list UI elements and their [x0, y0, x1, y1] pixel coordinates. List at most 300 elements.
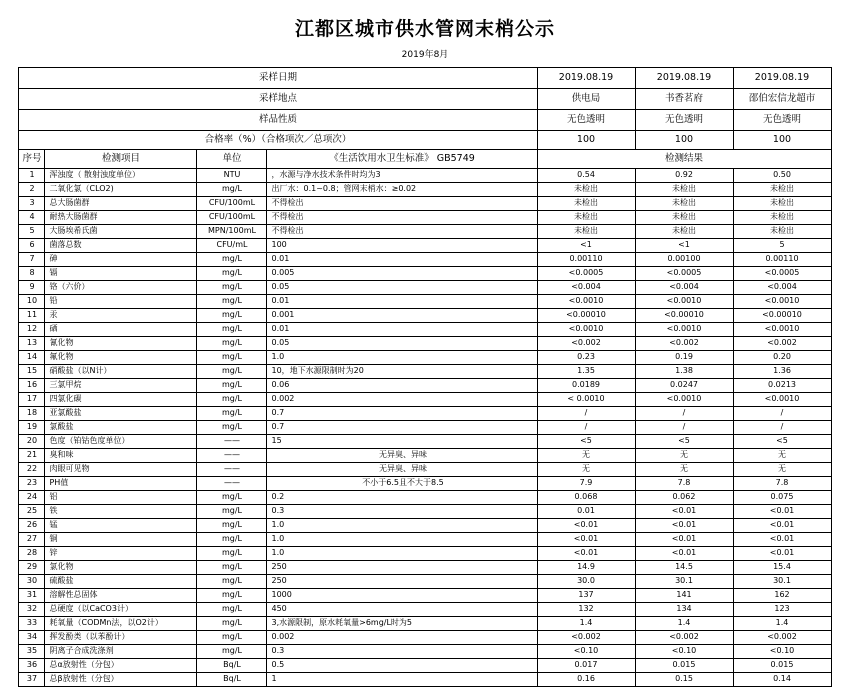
- row-result: 未检出: [635, 197, 733, 211]
- row-unit: mg/L: [197, 547, 267, 561]
- row-standard: 0.3: [267, 645, 537, 659]
- row-result: 未检出: [635, 211, 733, 225]
- row-result: 7.8: [733, 477, 831, 491]
- row-result: 未检出: [537, 183, 635, 197]
- row-result: <0.0010: [733, 323, 831, 337]
- table-row: [19, 337, 831, 351]
- row-item: 二氧化氯（CLO2): [45, 183, 197, 197]
- row-standard: 无异臭、异味: [267, 449, 537, 463]
- row-result: 无: [537, 449, 635, 463]
- row-unit: Bq/L: [197, 659, 267, 673]
- row-unit: ——: [197, 463, 267, 477]
- row-result: 0.00100: [635, 253, 733, 267]
- row-standard: 1.0: [267, 547, 537, 561]
- row-unit: mg/L: [197, 309, 267, 323]
- row-result: <1: [537, 239, 635, 253]
- row-unit: ——: [197, 477, 267, 491]
- sample-date-value: 2019.08.19: [537, 68, 635, 89]
- row-result: <0.002: [733, 631, 831, 645]
- row-index: 20: [19, 435, 45, 449]
- row-result: <0.00010: [537, 309, 635, 323]
- row-result: <0.10: [733, 645, 831, 659]
- row-item: 锰: [45, 519, 197, 533]
- sample-place-value: 供电局: [537, 89, 635, 110]
- row-index: 30: [19, 575, 45, 589]
- row-result: 0.068: [537, 491, 635, 505]
- row-result: <0.0010: [635, 393, 733, 407]
- row-result: 0.14: [733, 673, 831, 687]
- row-standard: 0.01: [267, 323, 537, 337]
- row-unit: mg/L: [197, 365, 267, 379]
- row-result: 0.16: [537, 673, 635, 687]
- row-index: 33: [19, 617, 45, 631]
- row-result: <0.10: [537, 645, 635, 659]
- table-row: [19, 253, 831, 267]
- row-standard: 1.0: [267, 351, 537, 365]
- row-result: 0.54: [537, 169, 635, 183]
- sample-place-label: 采样地点: [19, 89, 537, 110]
- row-index: 37: [19, 673, 45, 687]
- pass-rate-value: 100: [733, 131, 831, 150]
- sample-property-row: [19, 110, 831, 131]
- row-index: 3: [19, 197, 45, 211]
- table-row: [19, 505, 831, 519]
- row-unit: mg/L: [197, 575, 267, 589]
- row-result: 0.015: [733, 659, 831, 673]
- row-standard: 0.001: [267, 309, 537, 323]
- table-row: [19, 393, 831, 407]
- row-unit: NTU: [197, 169, 267, 183]
- row-unit: CFU/100mL: [197, 197, 267, 211]
- row-result: <0.002: [733, 337, 831, 351]
- row-unit: mg/L: [197, 267, 267, 281]
- row-item: 耐热大肠菌群: [45, 211, 197, 225]
- table-row: [19, 197, 831, 211]
- row-item: 硝酸盐（以N计）: [45, 365, 197, 379]
- row-unit: mg/L: [197, 253, 267, 267]
- row-index: 27: [19, 533, 45, 547]
- row-unit: mg/L: [197, 617, 267, 631]
- sample-place-value: 邵伯宏信龙超市: [733, 89, 831, 110]
- document-page: [0, 14, 850, 684]
- row-item: 硒: [45, 323, 197, 337]
- row-result: <0.00010: [733, 309, 831, 323]
- row-item: 肉眼可见物: [45, 463, 197, 477]
- row-index: 7: [19, 253, 45, 267]
- row-result: 0.50: [733, 169, 831, 183]
- row-standard: 1.0: [267, 519, 537, 533]
- table-row: [19, 491, 831, 505]
- row-result: 0.0213: [733, 379, 831, 393]
- table-row: [19, 169, 831, 183]
- table-row: [19, 477, 831, 491]
- row-result: 0.062: [635, 491, 733, 505]
- row-index: 18: [19, 407, 45, 421]
- row-result: <0.004: [537, 281, 635, 295]
- row-result: <0.01: [635, 505, 733, 519]
- table-row: [19, 547, 831, 561]
- row-result: <0.002: [537, 337, 635, 351]
- row-item: 铝: [45, 491, 197, 505]
- row-unit: mg/L: [197, 379, 267, 393]
- row-result: /: [537, 407, 635, 421]
- row-index: 26: [19, 519, 45, 533]
- row-standard: 出厂水：0.1~0.8；管网末梢水：≥0.02: [267, 183, 537, 197]
- row-result: 30.0: [537, 575, 635, 589]
- row-result: 1.4: [537, 617, 635, 631]
- table-row: [19, 365, 831, 379]
- row-item: 锌: [45, 547, 197, 561]
- row-index: 9: [19, 281, 45, 295]
- table-row: [19, 617, 831, 631]
- row-standard: 0.005: [267, 267, 537, 281]
- row-index: 2: [19, 183, 45, 197]
- row-index: 23: [19, 477, 45, 491]
- row-item: 菌落总数: [45, 239, 197, 253]
- sample-date-label: 采样日期: [19, 68, 537, 89]
- row-unit: mg/L: [197, 281, 267, 295]
- row-index: 17: [19, 393, 45, 407]
- row-standard: 不得检出: [267, 211, 537, 225]
- row-result: < 0.0010: [537, 393, 635, 407]
- table-row: [19, 533, 831, 547]
- table-row: [19, 449, 831, 463]
- row-item: 色度（铂钴色度单位）: [45, 435, 197, 449]
- table-body: [19, 68, 831, 687]
- row-standard: 0.7: [267, 421, 537, 435]
- row-result: 0.19: [635, 351, 733, 365]
- table-row: [19, 323, 831, 337]
- page-title: 江都区城市供水管网末梢公示: [294, 18, 555, 40]
- table-row: [19, 281, 831, 295]
- sample-property-value: 无色透明: [733, 110, 831, 131]
- row-standard: 0.5: [267, 659, 537, 673]
- row-item: 溶解性总固体: [45, 589, 197, 603]
- row-result: <0.01: [635, 533, 733, 547]
- row-result: 未检出: [733, 225, 831, 239]
- page-subtitle: 2019年8月: [401, 50, 449, 60]
- column-header-index: 序号: [19, 150, 45, 169]
- row-item: 铅: [45, 295, 197, 309]
- row-result: <0.002: [537, 631, 635, 645]
- row-standard: 0.002: [267, 393, 537, 407]
- row-result: /: [635, 421, 733, 435]
- row-unit: mg/L: [197, 295, 267, 309]
- row-result: <0.0005: [733, 267, 831, 281]
- table-row: [19, 351, 831, 365]
- row-standard: 250: [267, 561, 537, 575]
- row-standard: 1000: [267, 589, 537, 603]
- row-result: 1.4: [733, 617, 831, 631]
- row-index: 35: [19, 645, 45, 659]
- row-item: 氯化物: [45, 561, 197, 575]
- column-header-standard: 《生活饮用水卫生标准》 GB5749: [267, 150, 537, 169]
- row-index: 32: [19, 603, 45, 617]
- row-result: <0.01: [733, 505, 831, 519]
- row-result: 15.4: [733, 561, 831, 575]
- sample-date-value: 2019.08.19: [635, 68, 733, 89]
- row-unit: ——: [197, 449, 267, 463]
- row-standard: 不得检出: [267, 197, 537, 211]
- row-item: 镉: [45, 267, 197, 281]
- row-result: 未检出: [635, 225, 733, 239]
- row-unit: mg/L: [197, 631, 267, 645]
- row-unit: mg/L: [197, 519, 267, 533]
- row-item: 亚氯酸盐: [45, 407, 197, 421]
- row-result: <0.004: [733, 281, 831, 295]
- row-unit: mg/L: [197, 183, 267, 197]
- row-index: 14: [19, 351, 45, 365]
- table-row: [19, 659, 831, 673]
- row-result: <0.01: [635, 547, 733, 561]
- row-item: 浑浊度（ 散射浊度单位）: [45, 169, 197, 183]
- row-result: 0.00110: [537, 253, 635, 267]
- table-row: [19, 645, 831, 659]
- row-result: <0.0010: [635, 295, 733, 309]
- row-result: <0.01: [537, 519, 635, 533]
- sample-date-row: [19, 68, 831, 89]
- row-item: 耗氧量（CODMn法，以O2计）: [45, 617, 197, 631]
- row-result: 0.23: [537, 351, 635, 365]
- row-result: 0.017: [537, 659, 635, 673]
- row-result: 1.38: [635, 365, 733, 379]
- row-unit: MPN/100mL: [197, 225, 267, 239]
- row-result: 0.0247: [635, 379, 733, 393]
- row-result: 141: [635, 589, 733, 603]
- row-result: 未检出: [537, 197, 635, 211]
- row-item: 总硬度（以CaCO3计）: [45, 603, 197, 617]
- water-quality-table: [18, 67, 831, 687]
- row-unit: mg/L: [197, 393, 267, 407]
- row-result: 未检出: [635, 183, 733, 197]
- row-index: 36: [19, 659, 45, 673]
- row-result: 162: [733, 589, 831, 603]
- row-result: <0.002: [635, 631, 733, 645]
- row-result: <0.0010: [635, 323, 733, 337]
- row-index: 11: [19, 309, 45, 323]
- row-result: 14.9: [537, 561, 635, 575]
- row-item: 三氯甲烷: [45, 379, 197, 393]
- row-result: 30.1: [733, 575, 831, 589]
- row-standard: 0.05: [267, 337, 537, 351]
- row-result: <5: [635, 435, 733, 449]
- row-result: <0.01: [537, 533, 635, 547]
- pass-rate-value: 100: [635, 131, 733, 150]
- row-standard: 0.05: [267, 281, 537, 295]
- table-row: [19, 603, 831, 617]
- row-item: 铬（六价）: [45, 281, 197, 295]
- row-result: 0.075: [733, 491, 831, 505]
- row-standard: 100: [267, 239, 537, 253]
- row-result: 未检出: [537, 211, 635, 225]
- row-standard: 1: [267, 673, 537, 687]
- row-result: /: [733, 407, 831, 421]
- row-index: 25: [19, 505, 45, 519]
- row-standard: 250: [267, 575, 537, 589]
- row-result: 5: [733, 239, 831, 253]
- row-item: 氟化物: [45, 351, 197, 365]
- row-index: 10: [19, 295, 45, 309]
- row-index: 19: [19, 421, 45, 435]
- row-result: <0.01: [733, 547, 831, 561]
- row-unit: mg/L: [197, 533, 267, 547]
- row-item: 总β放射性（分包）: [45, 673, 197, 687]
- row-unit: ——: [197, 435, 267, 449]
- sample-place-value: 书香茗府: [635, 89, 733, 110]
- row-result: 0.15: [635, 673, 733, 687]
- row-item: 氰化物: [45, 337, 197, 351]
- pass-rate-label: 合格率（%）（合格项次／总项次）: [19, 131, 537, 150]
- row-standard: 0.01: [267, 295, 537, 309]
- row-result: 7.8: [635, 477, 733, 491]
- row-result: <0.01: [733, 519, 831, 533]
- table-row: [19, 309, 831, 323]
- row-index: 34: [19, 631, 45, 645]
- row-item: 挥发酚类（以苯酚计）: [45, 631, 197, 645]
- row-result: 0.01: [537, 505, 635, 519]
- row-unit: mg/L: [197, 645, 267, 659]
- row-unit: CFU/mL: [197, 239, 267, 253]
- table-row: [19, 211, 831, 225]
- row-result: 1.36: [733, 365, 831, 379]
- row-index: 13: [19, 337, 45, 351]
- table-row: [19, 589, 831, 603]
- row-result: <0.0010: [733, 393, 831, 407]
- row-standard: ，水源与净水技术条件时均为3: [267, 169, 537, 183]
- row-standard: 无异臭、异味: [267, 463, 537, 477]
- row-index: 16: [19, 379, 45, 393]
- row-result: 无: [733, 449, 831, 463]
- column-header-item: 检测项目: [45, 150, 197, 169]
- sample-property-value: 无色透明: [537, 110, 635, 131]
- column-header-row: [19, 150, 831, 169]
- row-standard: 15: [267, 435, 537, 449]
- row-item: 大肠埃希氏菌: [45, 225, 197, 239]
- row-result: 0.0189: [537, 379, 635, 393]
- table-row: [19, 183, 831, 197]
- row-unit: mg/L: [197, 491, 267, 505]
- row-result: <1: [635, 239, 733, 253]
- row-standard: 不小于6.5且不大于8.5: [267, 477, 537, 491]
- row-item: 铁: [45, 505, 197, 519]
- column-header-result: 检测结果: [537, 150, 831, 169]
- row-result: <0.0005: [537, 267, 635, 281]
- row-result: 134: [635, 603, 733, 617]
- row-result: 132: [537, 603, 635, 617]
- row-unit: mg/L: [197, 337, 267, 351]
- row-result: <0.01: [733, 533, 831, 547]
- row-index: 31: [19, 589, 45, 603]
- row-result: <5: [733, 435, 831, 449]
- row-unit: mg/L: [197, 589, 267, 603]
- row-standard: 1.0: [267, 533, 537, 547]
- table-row: [19, 225, 831, 239]
- row-result: 14.5: [635, 561, 733, 575]
- row-result: <0.0005: [635, 267, 733, 281]
- row-index: 6: [19, 239, 45, 253]
- row-index: 24: [19, 491, 45, 505]
- table-row: [19, 631, 831, 645]
- row-result: 0.20: [733, 351, 831, 365]
- row-index: 22: [19, 463, 45, 477]
- row-result: 0.92: [635, 169, 733, 183]
- row-item: 铜: [45, 533, 197, 547]
- row-result: 30.1: [635, 575, 733, 589]
- table-row: [19, 379, 831, 393]
- row-result: <0.0010: [733, 295, 831, 309]
- row-index: 15: [19, 365, 45, 379]
- row-result: 1.35: [537, 365, 635, 379]
- row-index: 1: [19, 169, 45, 183]
- row-result: <0.0010: [537, 295, 635, 309]
- row-item: 总大肠菌群: [45, 197, 197, 211]
- table-row: [19, 561, 831, 575]
- row-result: /: [537, 421, 635, 435]
- row-standard: 0.002: [267, 631, 537, 645]
- table-row: [19, 239, 831, 253]
- row-result: <0.10: [635, 645, 733, 659]
- row-standard: 0.7: [267, 407, 537, 421]
- row-standard: 0.3: [267, 505, 537, 519]
- row-result: 无: [733, 463, 831, 477]
- row-result: <0.0010: [537, 323, 635, 337]
- row-item: 四氯化碳: [45, 393, 197, 407]
- row-standard: 10，地下水源限制时为20: [267, 365, 537, 379]
- table-row: [19, 575, 831, 589]
- row-index: 28: [19, 547, 45, 561]
- table-row: [19, 407, 831, 421]
- row-unit: CFU/100mL: [197, 211, 267, 225]
- table-row: [19, 295, 831, 309]
- row-item: 硫酸盐: [45, 575, 197, 589]
- sample-place-row: [19, 89, 831, 110]
- pass-rate-value: 100: [537, 131, 635, 150]
- row-unit: mg/L: [197, 323, 267, 337]
- row-item: 砷: [45, 253, 197, 267]
- column-header-unit: 单位: [197, 150, 267, 169]
- sample-property-label: 样品性质: [19, 110, 537, 131]
- row-index: 12: [19, 323, 45, 337]
- row-result: /: [733, 421, 831, 435]
- row-result: <0.004: [635, 281, 733, 295]
- row-unit: mg/L: [197, 351, 267, 365]
- row-result: 0.00110: [733, 253, 831, 267]
- row-item: 阴离子合成洗涤剂: [45, 645, 197, 659]
- row-result: 无: [635, 463, 733, 477]
- sample-property-value: 无色透明: [635, 110, 733, 131]
- row-index: 21: [19, 449, 45, 463]
- row-result: 7.9: [537, 477, 635, 491]
- row-unit: mg/L: [197, 407, 267, 421]
- table-row: [19, 673, 831, 687]
- row-result: 无: [537, 463, 635, 477]
- row-unit: mg/L: [197, 505, 267, 519]
- row-result: 1.4: [635, 617, 733, 631]
- row-index: 5: [19, 225, 45, 239]
- row-result: 0.015: [635, 659, 733, 673]
- table-row: [19, 519, 831, 533]
- row-result: 137: [537, 589, 635, 603]
- row-index: 4: [19, 211, 45, 225]
- row-item: 臭和味: [45, 449, 197, 463]
- row-standard: 不得检出: [267, 225, 537, 239]
- row-standard: 0.2: [267, 491, 537, 505]
- row-result: 无: [635, 449, 733, 463]
- row-result: 未检出: [733, 197, 831, 211]
- row-result: 未检出: [733, 211, 831, 225]
- row-result: 未检出: [733, 183, 831, 197]
- table-row: [19, 463, 831, 477]
